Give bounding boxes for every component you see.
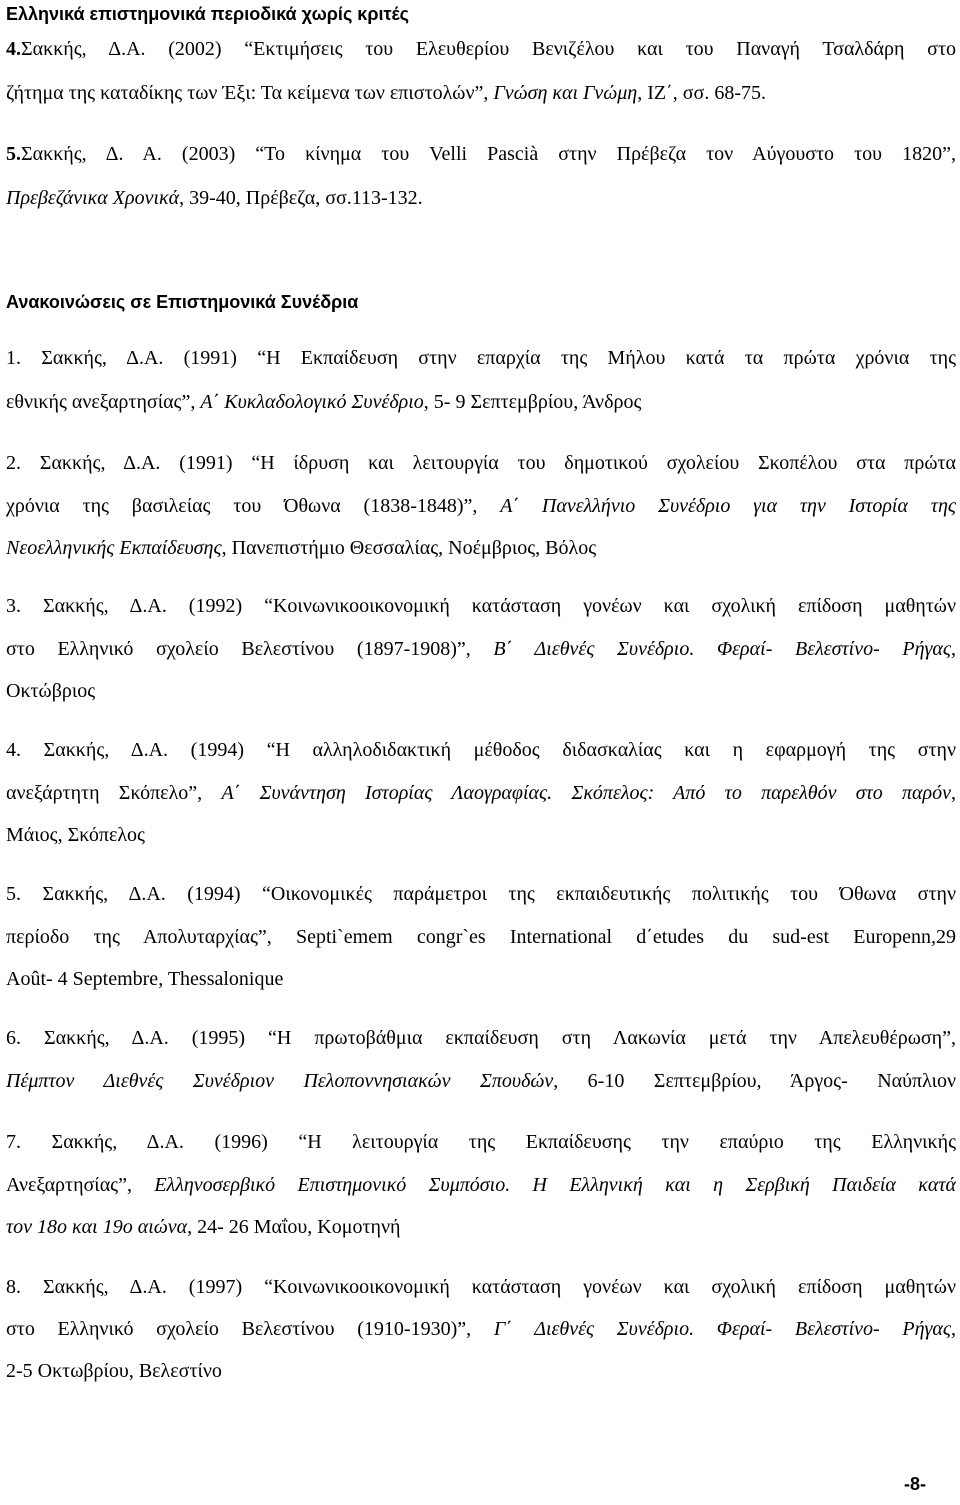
entry-number: 2. bbox=[6, 452, 21, 474]
entry-text: χρόνια της βασιλείας του Όθωνα (1838-1848)”, bbox=[6, 495, 501, 517]
conference-entry-8-line-3: 2-5 Οκτωβρίου, Βελεστίνο bbox=[6, 1360, 222, 1382]
conference-title: Ελληνοσερβικό Επιστημονικό Συμπόσιο. Η Ελληνική και η Σερβική Παιδεία κατά bbox=[154, 1174, 956, 1196]
conference-entry-5-line-1 bbox=[6, 882, 956, 906]
entry-text: , 6-10 Σεπτεμβρίου, Άργος- Ναύπλιον bbox=[553, 1070, 956, 1092]
entry-text: Σακκής, Δ.Α. (1991) “Η Εκπαίδευση στην επαρχία της Μήλου κατά τα πρώτα χρόνια της bbox=[41, 347, 956, 369]
entry-number: 8. bbox=[6, 1276, 21, 1298]
entry-number: 5. bbox=[6, 883, 21, 905]
section-heading-greek-journals: Ελληνικά επιστημονικά περιοδικά χωρίς κριτές bbox=[6, 4, 409, 24]
section-heading-conferences: Ανακοινώσεις σε Επιστημονικά Συνέδρια bbox=[6, 292, 359, 312]
entry-number: 5. bbox=[6, 143, 21, 165]
entry-text: εθνικής ανεξαρτησίας”, bbox=[6, 391, 201, 413]
conference-entry-4-line-3: Μάιος, Σκόπελος bbox=[6, 824, 145, 846]
spacer bbox=[694, 1318, 717, 1340]
entry-text: στο Ελληνικό σχολείο Βελεστίνου (1897-1908)”, bbox=[6, 638, 494, 660]
journal-entry-4-line-2 bbox=[6, 81, 956, 105]
entry-text: Σακκής, Δ.Α. (1996) “Η λειτουργία της Εκπαίδευσης την επαύριο της Ελληνικής bbox=[51, 1131, 956, 1153]
entry-text: Σακκής, Δ.Α. (1995) “Η πρωτοβάθμια εκπαίδευση στη Λακωνία μετά την Απελευθέρωση”, bbox=[43, 1027, 956, 1049]
entry-number: 1. bbox=[6, 347, 21, 369]
entry-text: Σακκής, Δ.Α. (1992) “Κοινωνικοοικονομική κατάσταση γονέων και σχολική επίδοση μαθητών bbox=[42, 595, 956, 617]
conference-subtitle: Φεραί- Βελεστίνο- Ρήγας bbox=[716, 1318, 952, 1340]
conference-entry-7-line-1 bbox=[6, 1130, 956, 1154]
conference-entry-5-line-2: περίοδο της Απολυταρχίας”, Septi`emem congr`es International d΄etudes du sud-est Europenn,29 bbox=[6, 926, 956, 948]
entry-text: , 39-40, Πρέβεζα, σσ.113-132. bbox=[179, 187, 423, 209]
entry-text: , bbox=[951, 1318, 956, 1340]
spacer bbox=[694, 638, 717, 660]
entry-text: Σακκής, Δ.Α. (1994) “Η αλληλοδιδακτική μέθοδος διδασκαλίας και η εφαρμογή της στην bbox=[43, 739, 956, 761]
conference-entry-4-line-2 bbox=[6, 781, 956, 805]
conference-title: Α΄ Συνάντηση Ιστορίας Λαογραφίας. bbox=[221, 782, 553, 804]
conference-entry-2-line-3 bbox=[6, 536, 956, 560]
entry-text: , ΙΖ΄, σσ. 68-75. bbox=[637, 82, 766, 104]
entry-text: ζήτημα της καταδίκης των Έξι: Τα κείμενα των επιστολών”, bbox=[6, 82, 494, 104]
entry-text: Σακκής, Δ.Α. (1991) “Η ίδρυση και λειτουργία του δημοτικού σχολείου Σκοπέλου στα πρώτα bbox=[39, 452, 956, 474]
entry-number: 4. bbox=[6, 38, 21, 60]
entry-text: , bbox=[951, 638, 956, 660]
entry-number: 7. bbox=[6, 1131, 21, 1153]
spacer bbox=[552, 782, 571, 804]
conference-entry-4-line-1 bbox=[6, 738, 956, 762]
conference-entry-8-line-2 bbox=[6, 1317, 956, 1341]
conference-entry-7-line-3 bbox=[6, 1215, 956, 1239]
conference-entry-6-line-2 bbox=[6, 1069, 956, 1093]
entry-text: , Πανεπιστήμιο Θεσσαλίας, Νοέμβριος, Βόλος bbox=[221, 537, 597, 559]
entry-text: Σακκής, Δ. Α. (2003) “Το κίνημα του Velli Pascià στην Πρέβεζα τον Αύγουστο του 1820”, bbox=[21, 143, 956, 165]
conference-entry-1-line-2 bbox=[6, 390, 956, 414]
conference-title: Γ΄ Διεθνές Συνέδριο. bbox=[493, 1318, 695, 1340]
conference-entry-3-line-3: Οκτώβριος bbox=[6, 680, 96, 702]
conference-entry-3-line-1 bbox=[6, 594, 956, 618]
journal-entry-5-line-1 bbox=[6, 142, 956, 166]
conference-entry-1-line-1 bbox=[6, 346, 956, 370]
conference-title: Νεοελληνικής Εκπαίδευσης bbox=[6, 537, 222, 559]
entry-number: 6. bbox=[6, 1027, 21, 1049]
conference-entry-5-line-3: Août- 4 Septembre, Thessalonique bbox=[6, 968, 284, 990]
conference-title: Α΄ Πανελλήνιο Συνέδριο για την Ιστορία της bbox=[500, 495, 956, 517]
conference-entry-7-line-2 bbox=[6, 1173, 956, 1197]
conference-entry-8-line-1 bbox=[6, 1275, 956, 1299]
entry-text: Σακκής, Δ.Α. (1994) “Οικονομικές παράμετροι της εκπαιδευτικής πολιτικής του Όθωνα στην bbox=[42, 883, 956, 905]
entry-text: στο Ελληνικό σχολείο Βελεστίνου (1910-1930)”, bbox=[6, 1318, 494, 1340]
conference-title: Πέμπτον Διεθνές Συνέδριον Πελοποννησιακών Σπουδών bbox=[6, 1070, 554, 1092]
page-number: -8- bbox=[904, 1474, 926, 1494]
journal-entry-5-line-2 bbox=[6, 186, 956, 210]
entry-number: 4. bbox=[6, 739, 21, 761]
conference-entry-2-line-2 bbox=[6, 494, 956, 518]
conference-subtitle: Φεραί- Βελεστίνο- Ρήγας bbox=[716, 638, 952, 660]
entry-text: , 5- 9 Σεπτεμβρίου, Άνδρος bbox=[423, 391, 642, 413]
conference-title: Β΄ Διεθνές Συνέδριο. bbox=[493, 638, 695, 660]
entry-text: Σακκής, Δ.Α. (2002) “Εκτιμήσεις του Ελευθερίου Βενιζέλου και του Παναγή Τσαλδάρη στο bbox=[21, 38, 956, 60]
entry-text: Σακκής, Δ.Α. (1997) “Κοινωνικοοικονομική κατάσταση γονέων και σχολική επίδοση μαθητών bbox=[42, 1276, 956, 1298]
journal-entry-4-line-1 bbox=[6, 37, 956, 61]
conference-entry-3-line-2 bbox=[6, 637, 956, 661]
conference-entry-6-line-1 bbox=[6, 1026, 956, 1050]
journal-title: Πρεβεζάνικα Χρονικά bbox=[6, 187, 180, 209]
conference-subtitle: Σκόπελος: Από το παρελθόν στο παρόν bbox=[571, 782, 951, 804]
journal-title: Γνώση και Γνώμη bbox=[493, 82, 638, 104]
entry-text: , 24- 26 Μαΐου, Κομοτηνή bbox=[187, 1216, 401, 1238]
entry-text: , bbox=[951, 782, 956, 804]
entry-text: ανεξάρτητη Σκόπελο”, bbox=[6, 782, 222, 804]
conference-entry-2-line-1 bbox=[6, 451, 956, 475]
conference-title: τον 18ο και 19ο αιώνα bbox=[6, 1216, 188, 1238]
entry-number: 3. bbox=[6, 595, 21, 617]
conference-title: Α΄ Κυκλαδολογικό Συνέδριο bbox=[200, 391, 424, 413]
entry-text: Ανεξαρτησίας”, bbox=[6, 1174, 155, 1196]
